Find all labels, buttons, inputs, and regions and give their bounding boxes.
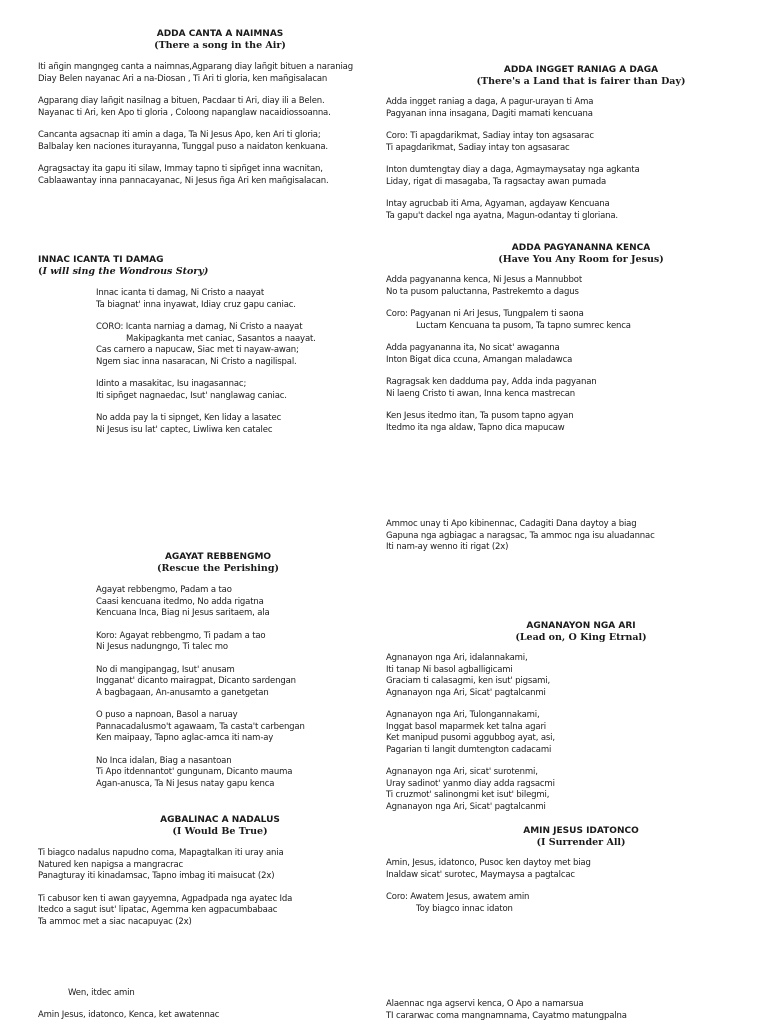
lyric-line: Itedco a sagut isut' lipatac, Agemma ken agpacumbabaac [38, 905, 278, 915]
lyric-line: CORO: Icanta narniag a damag, Ni Cristo a naayat [96, 322, 303, 332]
song-adda-canta [38, 29, 368, 187]
lyric-line: Panagturay iti kinadamsac, Tapno imbag iti maisucat (2x) [38, 871, 275, 881]
lyric-line: Iti añgin mangngeg canta a naimnas,Agparang diay lañgit bituen a naraniag [38, 62, 353, 72]
lyric-line: Adda ingget raniag a daga, A pagur-urayan ti Ama [386, 97, 594, 107]
song-subtitle: (Lead on, O King Etrnal) [515, 632, 647, 643]
stanza [38, 62, 368, 85]
subtitle-text: I will sing the Wondrous Story) [42, 266, 209, 277]
song-title: AGNANAYON NGA ARI [526, 621, 636, 631]
song-agnanayon [386, 621, 746, 813]
lyric-line: Ti apagdarikmat, Sadiay intay ton agsasarac [386, 142, 570, 153]
song-alaennac [386, 999, 746, 1022]
stanza [386, 275, 746, 298]
stanza [386, 97, 746, 120]
song-subtitle: (Rescue the Perishing) [157, 563, 279, 574]
stanza [386, 892, 746, 915]
stanza [386, 411, 746, 434]
song-subtitle: (There a song in the Air) [154, 40, 286, 51]
lyric-line: A bagbagaan, An-anusamto a ganetgetan [96, 687, 269, 698]
lyric-line: Pagarian ti langit dumtengton cadacami [386, 744, 552, 755]
lyric-line: Toy biagco innac idaton [416, 903, 513, 914]
lyric-line: Agan-anusca, Ta Ni Jesus natay gapu kenca [96, 778, 275, 789]
lyric-line: Itedmo ita nga aldaw, Tapno dica mapucaw [386, 422, 565, 433]
song-adda-ingget [386, 65, 746, 222]
lyric-line: No Inca idalan, Biag a nasantoan [96, 755, 232, 766]
lyric-line: Inggat basol maparmek ket talna agari [386, 721, 547, 732]
lyric-line: Ta gapu't dackel nga ayatna, Magun-odantay ti gloriana. [386, 210, 618, 221]
song-title: ADDA INGGET RANIAG A DAGA [503, 65, 659, 75]
song-amin-jesus [386, 826, 746, 915]
song-adda-pagyananna [386, 243, 746, 434]
lyric-line: Intay agrucbab iti Ama, Agyaman, agdayaw Kencuana [386, 199, 610, 209]
lyric-line: Ti cruzmot' salinongmi ket isut' bilegmi, [386, 790, 550, 800]
lyric-line: No ta pusom paluctanna, Pastrekemto a dagus [386, 286, 579, 297]
lyric-line: Coro: Ti apagdarikmat, Sadiay intay ton agsasarac [386, 131, 594, 141]
lyric-line: Cas carnero a napucaw, Siac met ti nayaw-awan; [96, 345, 299, 355]
stanza [96, 710, 368, 745]
stanza [386, 165, 746, 188]
song-title: ADDA PAGYANANNA KENCA [511, 243, 651, 253]
lyric-line: Luctam Kencuana ta pusom, Ta tapno sumrec kenca [416, 320, 631, 331]
lyric-line: Agnanayon nga Ari, Tulongannakami, [386, 710, 540, 720]
lyric-line: Ngem siac inna nasaracan, Ni Cristo a nagilispal. [96, 356, 297, 367]
song-agbalinac [38, 815, 368, 928]
stanza [38, 96, 368, 119]
lyric-line: Ken maipaay, Tapno aglac-amca iti nam-ay [96, 733, 274, 743]
lyric-line: Adda pagyananna ita, No sicat' awaganna [386, 343, 560, 353]
stanza [96, 665, 368, 700]
lyric-line: Ti Apo itdennantot' gungunam, Dicanto mauma [96, 767, 293, 777]
lyric-line: Ta biagnat' inna inyawat, Idiay cruz gapu caniac. [96, 299, 296, 310]
lyric-line: Agnanayon nga Ari, idalannakami, [386, 653, 528, 663]
lyric-line: Inton Bigat dica ccuna, Amangan maladawca [386, 354, 573, 365]
lyric-line: Agragsactay ita gapu iti silaw, Immay tapno ti sipñget inna wacnitan, [38, 164, 323, 174]
stanza [38, 848, 368, 883]
lyric-line: Agnanayon nga Ari, Sicat' pagtalcanmi [386, 687, 546, 698]
stanza [38, 894, 368, 929]
lyric-line: Liday, rigat di masagaba, Ta ragsactay awan pumada [386, 176, 607, 187]
lyric-line: Ingganat' dicanto mairagpat, Dicanto sardengan [96, 676, 296, 686]
stanza [386, 377, 746, 400]
stanza [386, 199, 746, 222]
song-title: INNAC ICANTA TI DAMAG [38, 255, 164, 265]
song-subtitle: (There's a Land that is fairer than Day) [476, 76, 686, 87]
lyric-line: TI cararwac coma mangnamnama, Cayatmo matungpalna [386, 1010, 627, 1021]
stanza [96, 756, 368, 791]
song-agayat [38, 552, 368, 790]
subtitle-paren: ( [38, 266, 43, 277]
lyric-line: Adda pagyananna kenca, Ni Jesus a Mannubbot [386, 275, 583, 285]
stanza [386, 343, 746, 366]
stanza [386, 653, 746, 699]
lyric-line: Coro: Awatem Jesus, awatem amin [386, 892, 530, 902]
lyric-line: Nayanac ti Ari, ken Apo ti gloria , Coloong napanglaw nacaidiossoanna. [38, 107, 331, 118]
lyric-line: Ket manipud pusomi aggubbog ayat, asi, [386, 733, 555, 743]
lyric-line: Agnanayon nga Ari, sicat' surotenmi, [386, 767, 538, 777]
lyric-line: Caasi kencuana itedmo, No adda rigatna [96, 596, 264, 607]
lyric-line: Cancanta agsacnap iti amin a daga, Ta Ni Jesus Apo, ken Ari ti gloria; [38, 130, 321, 140]
lyric-line: Cablaawantay inna pannacayanac, Ni Jesus ñga Ari ken mañgisalacan. [38, 175, 329, 186]
lyric-line: Coro: Pagyanan ni Ari Jesus, Tungpalem ti saona [386, 309, 584, 319]
song-title: AMIN JESUS IDATONCO [523, 826, 639, 836]
song-subtitle [38, 266, 368, 278]
lyric-line: Natured ken napigsa a mangracrac [38, 859, 184, 870]
song-wen-itdec [38, 988, 368, 1021]
lyric-line: Agayat rebbengmo, Padam a tao [96, 585, 232, 595]
stanza [96, 379, 368, 402]
song-subtitle: (I Would Be True) [172, 826, 268, 837]
lyric-line: Amin, Jesus, idatonco, Pusoc ken daytoy met biag [386, 858, 591, 868]
lyric-line: Idinto a masakitac, Isu inagasannac; [96, 379, 247, 389]
lyric-line: Ni Jesus nadungngo, Ti talec mo [96, 642, 228, 652]
stanza [96, 288, 368, 311]
stanza [38, 130, 368, 153]
stanza [38, 164, 368, 187]
lyric-line: Ni Jesus isu lat' captec, Liwliwa ken catalec [96, 424, 273, 435]
lyric-line: Makipagkanta met caniac, Sasantos a naayat. [126, 333, 316, 344]
lyric-line: No di mangipangag, Isut' anusam [96, 664, 235, 675]
song-title: AGAYAT REBBENGMO [164, 552, 272, 562]
lyric-line: Pagyanan inna insagana, Dagiti mamati kencuana [386, 108, 593, 119]
lyric-line: Graciam ti calasagmi, ken isut' pigsami, [386, 676, 551, 686]
stanza [96, 585, 368, 620]
song-ammoc-unay [386, 519, 746, 554]
lyric-line: Kencuana Inca, Biag ni Jesus saritaem, ala [96, 608, 270, 618]
stanza [386, 309, 746, 332]
lyric-line: Ti biagco nadalus napudno coma, Mapagtalkan iti uray ania [38, 848, 284, 858]
lyric-line: Inton dumtengtay diay a daga, Agmaymaysatay nga agkanta [386, 165, 640, 175]
song-subtitle: (Have You Any Room for Jesus) [498, 254, 664, 265]
lyric-line: Koro: Agayat rebbengmo, Ti padam a tao [96, 630, 266, 641]
lyric-line: Iti sipñget nagnaedac, Isut' nanglawag caniac. [96, 390, 287, 401]
song-subtitle: (I Surrender All) [536, 837, 626, 848]
lyric-line: Agnanayon nga Ari, Sicat' pagtalcanmi [386, 801, 546, 812]
stanza [386, 131, 746, 154]
stanza [96, 631, 368, 654]
stanza [386, 858, 746, 881]
lyric-line: Inaldaw sicat' surotec, Maymaysa a pagtalcac [386, 869, 575, 880]
stanza [386, 710, 746, 756]
lyric-line: Amin Jesus, idatonco, Kenca, ket awatennac [38, 1009, 220, 1020]
stanza [96, 322, 368, 368]
lyric-line: Balbalay ken naciones iturayanna, Tunggal puso a naidaton kenkuana. [38, 141, 328, 152]
lyric-line: Pannacadalusmo't agawaam, Ta casta't carbengan [96, 721, 305, 732]
lyric-line: Ta ammoc met a siac nacapuyac (2x) [38, 916, 192, 927]
lyric-line: O puso a napnoan, Basol a naruay [96, 710, 238, 720]
lyric-line: Ken Jesus itedmo itan, Ta pusom tapno agyan [386, 411, 574, 421]
stanza [96, 413, 368, 436]
lyric-line: Alaennac nga agservi kenca, O Apo a namarsua [386, 999, 584, 1009]
song-title: ADDA CANTA A NAIMNAS [156, 29, 284, 39]
lyric-line: Innac icanta ti damag, Ni Cristo a naayat [96, 288, 265, 298]
stanza [386, 767, 746, 813]
lyric-line: Ammoc unay ti Apo kibinennac, Cadagiti Dana daytoy a biag [386, 519, 637, 529]
lyric-line: Ti cabusor ken ti awan gayyemna, Agpadpada nga ayatec Ida [38, 893, 293, 904]
song-innac-icanta [38, 255, 368, 436]
lyric-line: Ni laeng Cristo ti awan, Inna kenca mastrecan [386, 388, 576, 399]
lyric-line: No adda pay la ti sipnget, Ken liday a lasatec [96, 413, 282, 423]
lyric-line: Agparang diay lañgit nasilnag a bituen, Pacdaar ti Ari, diay ili a Belen. [38, 96, 325, 106]
lyric-line: Diay Belen nayanac Ari a na-Diosan , Ti Ari ti gloria, ken mañgisalacan [38, 73, 328, 84]
lyric-line: Gapuna nga agbiagac a naragsac, Ta ammoc nga isu aluadannac [386, 530, 655, 541]
lyric-line: Uray sadinot' yanmo diay adda ragsacmi [386, 778, 555, 789]
lyric-line: Ragragsak ken dadduma pay, Adda inda pagyanan [386, 377, 597, 387]
lyric-line: Iti nam-ay wenno iti rigat (2x) [386, 542, 509, 552]
song-title: AGBALINAC A NADALUS [160, 815, 280, 825]
lyric-line: Wen, itdec amin [68, 988, 135, 998]
lyric-line: Iti tanap Ni basol agballigicami [386, 664, 513, 675]
